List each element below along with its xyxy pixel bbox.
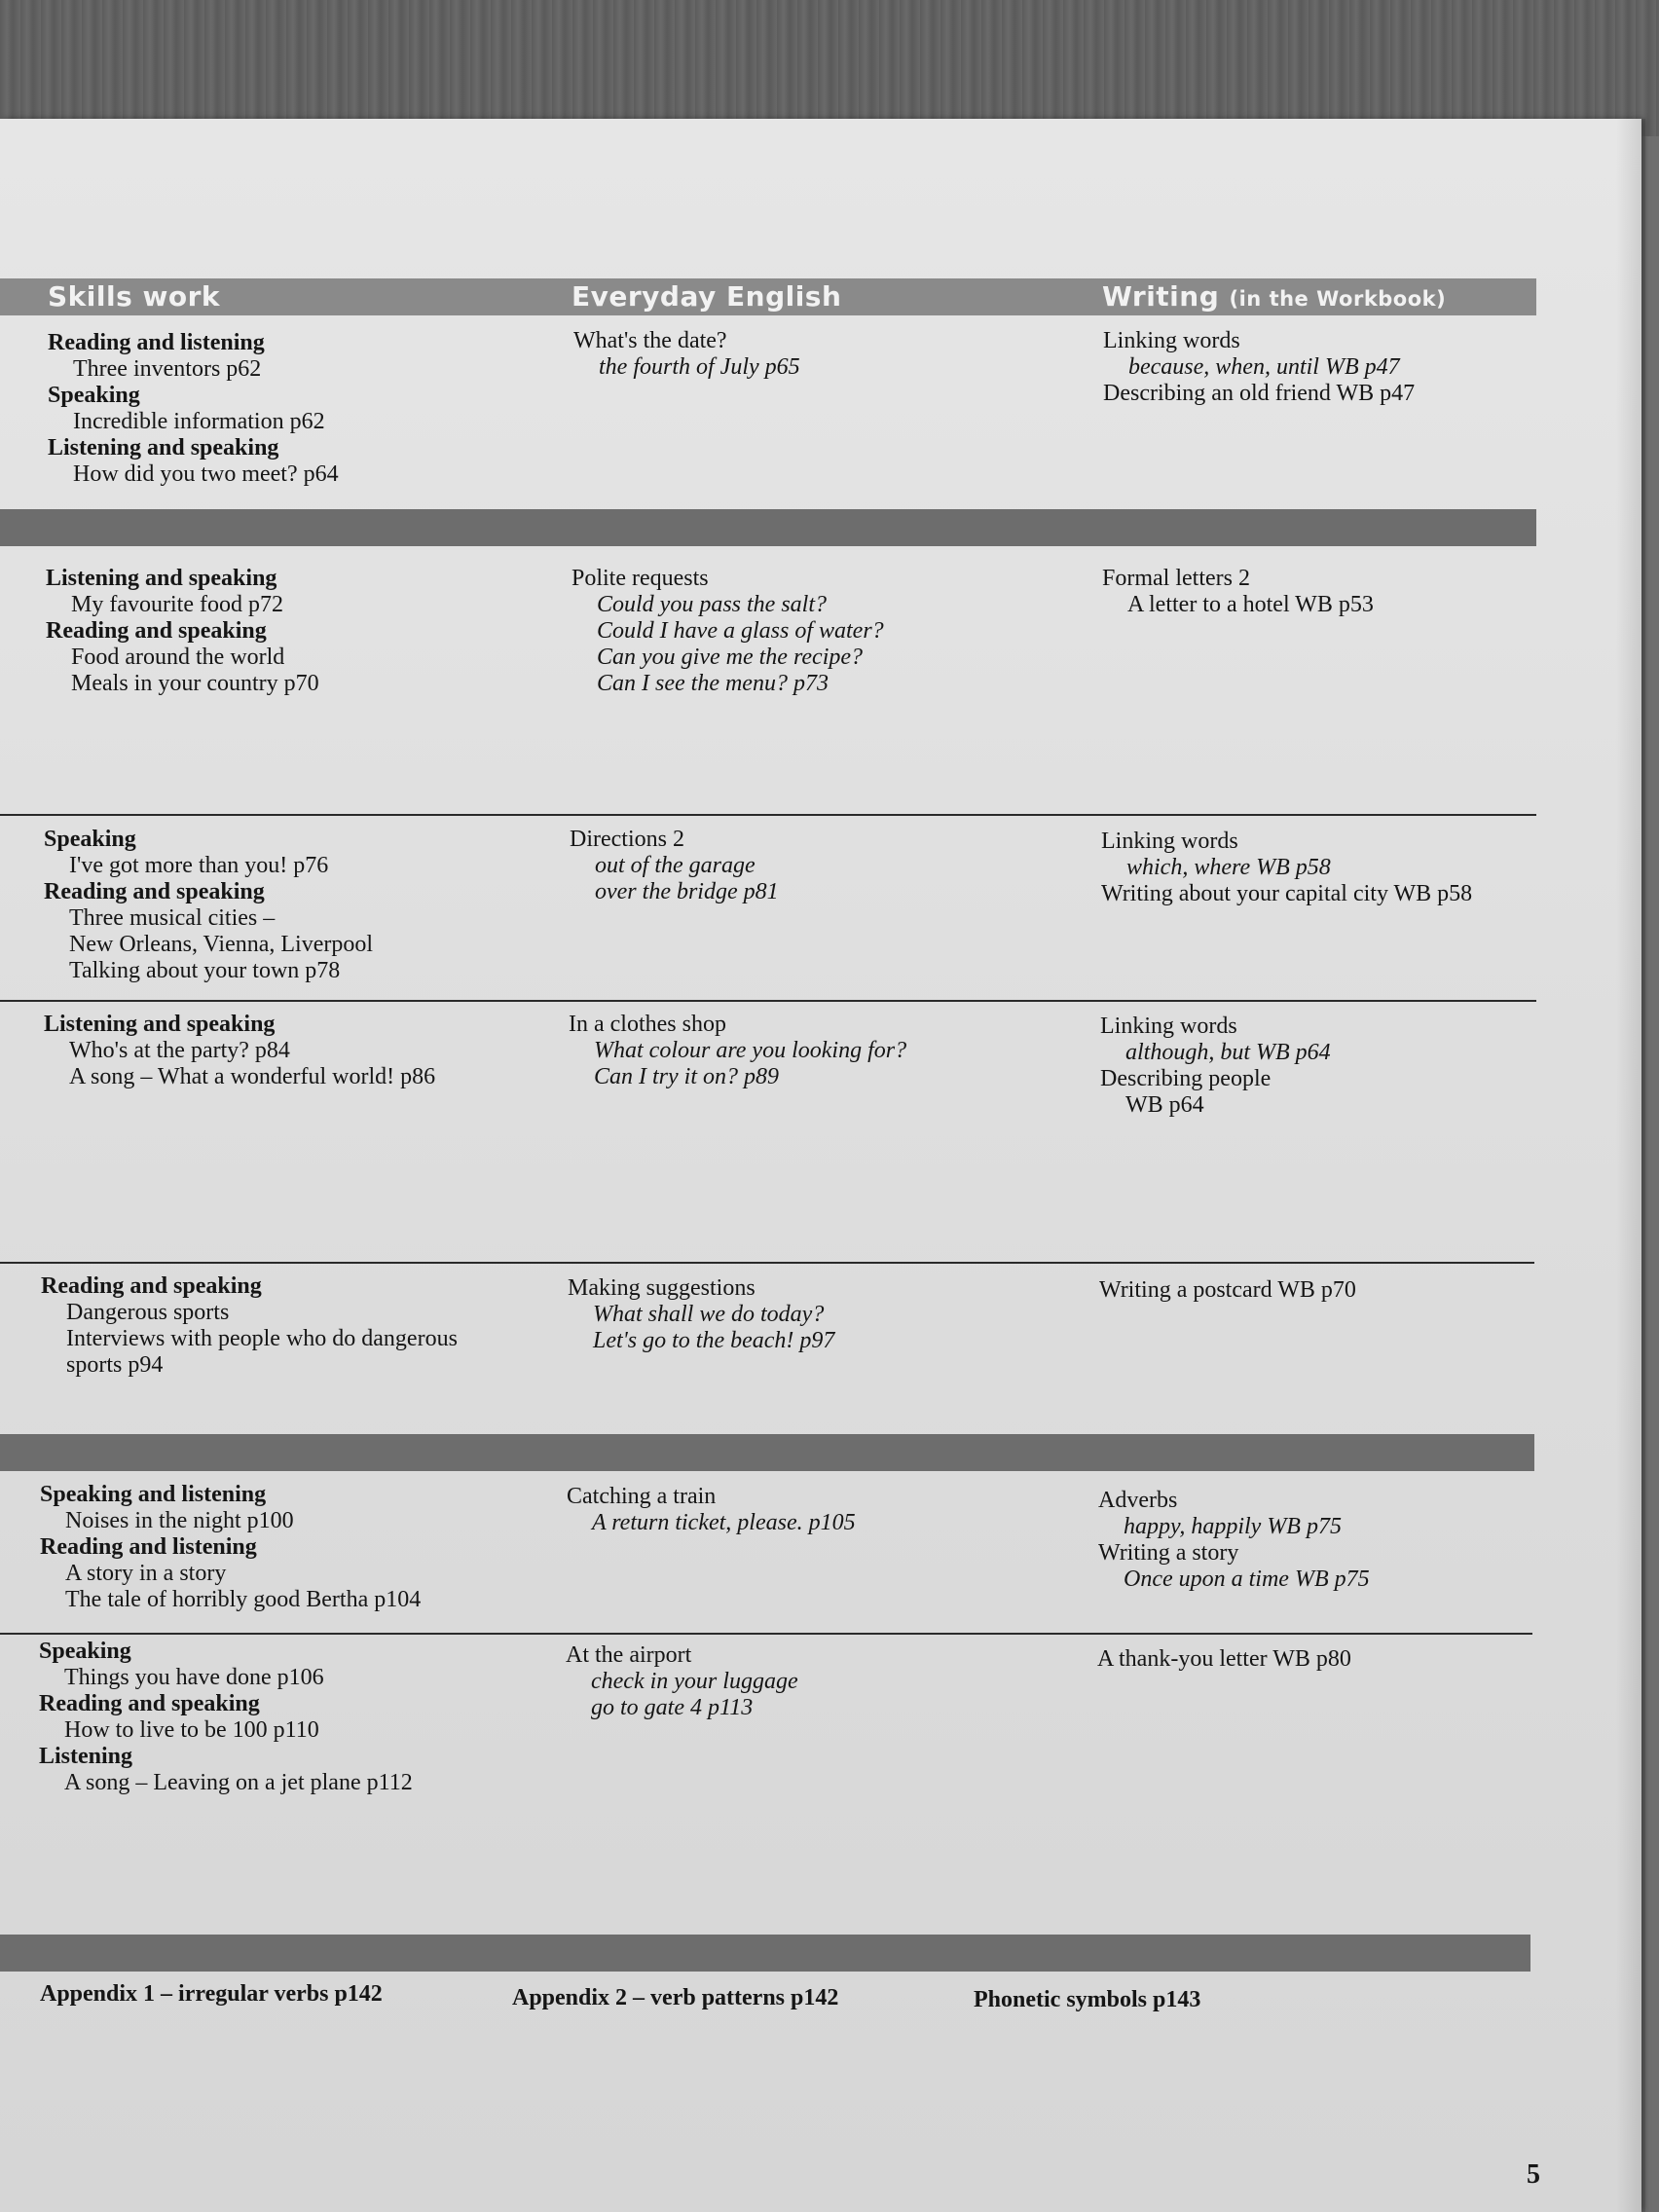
row-divider <box>0 1262 1534 1264</box>
section-heading: Listening <box>39 1744 133 1769</box>
contents-entry: which, where WB p58 <box>1126 855 1331 880</box>
contents-entry: Could you pass the salt? <box>597 592 828 617</box>
contents-entry: New Orleans, Vienna, Liverpool <box>69 932 374 957</box>
section-heading: Reading and listening <box>48 330 265 355</box>
contents-entry: What colour are you looking for? <box>594 1038 907 1063</box>
contents-entry: Linking words <box>1103 328 1240 353</box>
contents-entry: Writing a story <box>1098 1540 1239 1566</box>
skills-cell <box>40 1482 421 1613</box>
contents-entry: Linking words <box>1100 1014 1237 1039</box>
contents-entry: A letter to a hotel WB p53 <box>1127 592 1374 617</box>
row-divider <box>0 1000 1536 1002</box>
contents-entry: Catching a train <box>567 1484 717 1509</box>
contents-entry: A song – Leaving on a jet plane p112 <box>64 1770 413 1795</box>
unit-separator-band <box>0 509 1536 546</box>
contents-entry: Could I have a glass of water? <box>597 618 884 644</box>
appendix-verb-patterns: Appendix 2 – verb patterns p142 <box>512 1985 839 2010</box>
header-writing-main: Writing <box>1102 280 1220 313</box>
appendix-irregular-verbs: Appendix 1 – irregular verbs p142 <box>40 1981 383 2007</box>
contents-entry: Let's go to the beach! p97 <box>593 1328 835 1353</box>
contents-entry: My favourite food p72 <box>71 592 283 617</box>
contents-entry: I've got more than you! p76 <box>69 853 329 878</box>
contents-entry: Noises in the night p100 <box>65 1508 294 1533</box>
everyday-cell <box>567 1484 856 1536</box>
desk-background <box>0 0 1659 136</box>
writing-cell <box>1101 829 1472 907</box>
contents-entry: Writing about your capital city WB p58 <box>1101 881 1473 906</box>
section-heading: Reading and listening <box>40 1534 257 1560</box>
skills-cell <box>39 1639 413 1796</box>
contents-entry: At the airport <box>566 1642 692 1668</box>
contents-entry: The tale of horribly good Bertha p104 <box>65 1587 422 1612</box>
contents-entry: go to gate 4 p113 <box>591 1695 754 1720</box>
contents-entry: Adverbs <box>1098 1488 1178 1513</box>
writing-cell <box>1102 566 1374 618</box>
contents-entry: A story in a story <box>65 1561 227 1586</box>
contents-entry: Incredible information p62 <box>73 409 325 434</box>
section-heading: Speaking and listening <box>40 1482 267 1507</box>
section-heading: Reading and speaking <box>41 1273 262 1299</box>
skills-cell <box>48 330 339 488</box>
everyday-cell <box>568 1275 834 1354</box>
contents-entry: A return ticket, please. p105 <box>592 1510 856 1535</box>
contents-entry: over the bridge p81 <box>595 879 779 904</box>
contents-entry: Food around the world <box>71 645 285 670</box>
skills-cell <box>44 827 373 984</box>
contents-entry: What shall we do today? <box>593 1302 825 1327</box>
contents-entry: Can I try it on? p89 <box>594 1064 779 1089</box>
contents-entry: Can you give me the recipe? <box>597 645 864 670</box>
contents-entry: Directions 2 <box>570 827 684 852</box>
contents-entry: Meals in your country p70 <box>71 671 319 696</box>
contents-entry: sports p94 <box>66 1352 164 1378</box>
contents-entry: although, but WB p64 <box>1125 1040 1331 1065</box>
contents-entry: Polite requests <box>571 566 709 591</box>
contents-entry: happy, happily WB p75 <box>1124 1514 1342 1539</box>
appendix-phonetic-symbols: Phonetic symbols p143 <box>974 1987 1201 2012</box>
contents-entry: Formal letters 2 <box>1102 566 1250 591</box>
everyday-cell <box>573 328 800 381</box>
section-heading: Listening and speaking <box>46 566 277 591</box>
contents-entry: Interviews with people who do dangerous <box>66 1326 458 1351</box>
section-heading: Reading and speaking <box>39 1691 260 1716</box>
contents-entry: because, when, until WB p47 <box>1128 354 1400 380</box>
everyday-cell <box>566 1642 798 1721</box>
contents-entry: Three inventors p62 <box>73 356 262 382</box>
header-writing <box>1102 280 1446 313</box>
section-heading: Reading and speaking <box>44 879 265 904</box>
contents-entry: Who's at the party? p84 <box>69 1038 290 1063</box>
section-heading: Listening and speaking <box>48 435 279 461</box>
contents-entry: Making suggestions <box>568 1275 756 1301</box>
writing-cell <box>1098 1488 1370 1593</box>
contents-entry: How did you two meet? p64 <box>73 461 339 487</box>
contents-entry: A song – What a wonderful world! p86 <box>69 1064 436 1089</box>
section-heading: Speaking <box>39 1639 131 1664</box>
contents-entry: Can I see the menu? p73 <box>597 671 829 696</box>
contents-entry: Linking words <box>1101 829 1238 854</box>
section-heading: Speaking <box>48 383 140 408</box>
contents-entry: Describing an old friend WB p47 <box>1103 381 1416 406</box>
row-divider <box>0 1633 1532 1635</box>
contents-entry: Describing people <box>1100 1066 1272 1091</box>
everyday-cell <box>569 1012 906 1090</box>
writing-cell <box>1103 328 1415 407</box>
everyday-cell <box>571 566 884 697</box>
contents-entry: Talking about your town p78 <box>69 958 341 983</box>
contents-entry: How to live to be 100 p110 <box>64 1717 319 1743</box>
row-divider <box>0 814 1536 816</box>
skills-cell <box>41 1273 458 1379</box>
page-number: 5 <box>1527 2159 1540 2190</box>
contents-entry: WB p64 <box>1125 1092 1204 1118</box>
section-heading: Speaking <box>44 827 136 852</box>
contents-entry: Three musical cities – <box>69 905 276 931</box>
contents-entry: In a clothes shop <box>569 1012 726 1037</box>
header-skills-work: Skills work <box>48 280 221 313</box>
section-heading: Reading and speaking <box>46 618 267 644</box>
writing-cell <box>1100 1014 1331 1119</box>
writing-cell <box>1097 1646 1351 1673</box>
everyday-cell <box>570 827 779 905</box>
contents-entry: out of the garage <box>595 853 756 878</box>
unit-separator-band <box>0 1434 1534 1471</box>
section-heading: Listening and speaking <box>44 1012 276 1037</box>
contents-entry: A thank-you letter WB p80 <box>1097 1646 1351 1672</box>
contents-entry: Things you have done p106 <box>64 1665 324 1690</box>
contents-entry: Once upon a time WB p75 <box>1124 1567 1370 1592</box>
skills-cell <box>44 1012 435 1090</box>
header-everyday-english: Everyday English <box>571 280 842 313</box>
header-writing-sub: (in the Workbook) <box>1229 287 1447 311</box>
contents-entry: check in your luggage <box>591 1669 798 1694</box>
unit-separator-band <box>0 1935 1530 1972</box>
page-edge-shadow <box>1616 119 1645 2212</box>
contents-entry: the fourth of July p65 <box>599 354 800 380</box>
writing-cell <box>1099 1277 1356 1304</box>
skills-cell <box>46 566 319 697</box>
contents-entry: What's the date? <box>573 328 727 353</box>
contents-entry: Writing a postcard WB p70 <box>1099 1277 1356 1303</box>
contents-entry: Dangerous sports <box>66 1300 230 1325</box>
